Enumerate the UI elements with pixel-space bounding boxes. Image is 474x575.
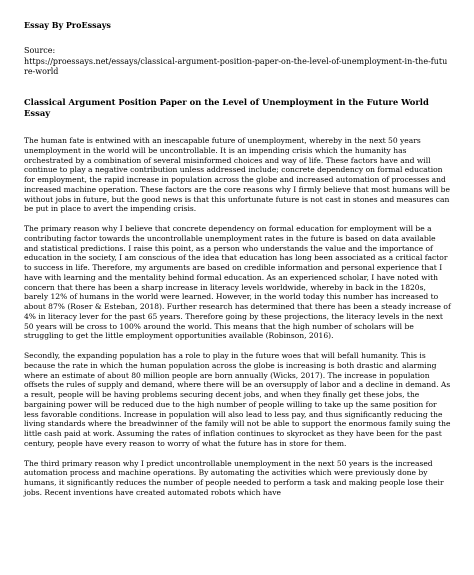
essay-body <box>24 136 452 508</box>
paragraph-intro: The human fate is entwined with an inescapable future of unemployment, whereby in the next 50 years unemployment in the world will be uncontrollable. It is an impending crisis which the humanity has orchestrated by a combination of several misinformed choices and way of life. These factors have and will continue to play a negative contribution unless addressed include; concrete dependency on formal education for employment, the rapid increase in population across the globe and increased automation of processes and increased machine operation. These factors are the core reasons why I firmly believe that most humans will be without jobs in future, but the good news is that this unfortunate future is not cast in stones and measures can be put in place to avert the impending crisis. <box>24 136 450 214</box>
source-url[interactable]: https://proessays.net/essays/classical-argument-position-paper-on-the-level-of-unemployment-in-the-future-world <box>24 57 448 76</box>
paragraph-automation: The third primary reason why I predict uncontrollable unemployment in the next 50 years is the increased automation process and machine operations. By automating the activities which were previously done by humans, it significantly reduces the number of people needed to perform a task and making people lose their jobs. Recent inventions have created automated robots which have <box>24 458 444 497</box>
document-brand: Essay By ProEssays <box>24 20 111 30</box>
essay-title: Classical Argument Position Paper on the Level of Unemployment in the Future World Essay <box>24 97 429 118</box>
paragraph-population: Secondly, the expanding population has a role to play in the future woes that will befall humanity. This is because the rate in which the human population across the globe is increasing is both drastic and alarming where an estimate of about 80 million people are born annually (Wicks, 2017). The increase in population offsets the rules of supply and demand, where there will be an oversupply of labor and a decline in demand. As a result, people will be having problems securing decent jobs, and when they finally get these jobs, the bargaining power will be reduced due to the high number of people willing to take up the same position for less favorable conditions. Increase in population will also lead to less pay, and thus significantly reducing the living standards where the breadwinner of the family will not be able to support the enormous family suing the little cash paid at work. Assuming the rates of inflation continues to skyrocket as they have been for the past century, people have every reason to worry of what the future has in store for them. <box>24 351 451 448</box>
source-label: Source: <box>24 46 56 55</box>
paragraph-education: The primary reason why I believe that concrete dependency on formal education for employment will be a contributing factor towards the uncontrollable unemployment rates in the future is based on data available and statistical predictions. I raise this point, as a person who understands the value and the importance of education in the society, I am conscious of the idea that education has long been associated as a critical factor to success in life. Therefore, my arguments are based on credible information and personal experience that I have with learning and the mentality behind formal education. As an experienced scholar, I have noted with concern that there has been a sharp increase in literacy levels worldwide, whereby in back in the 1820s, barely 12% of humans in the world were learned. However, in the world today this number has increased to about 87% (Roser & Esteban, 2018). Further research has determined that there has been a steady increase of 4% in literacy lever for the past 65 years. Therefore going by these projections, the literacy levels in the next 50 years will be cross to 100% around the world. This means that the high number of scholars will be struggling to get the little employment opportunities available (Robinson, 2016). <box>24 224 451 341</box>
